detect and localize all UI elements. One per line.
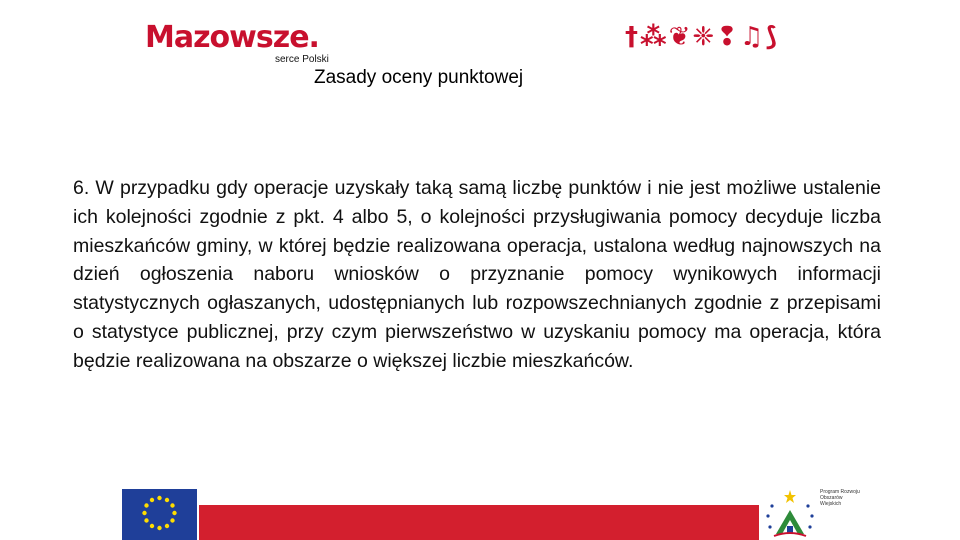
slide-body-text: 6. W przypadku gdy operacje uzyskały taką samą liczbę punktów i nie jest możliwe ustalenie ich kolejności zgodnie z pkt. 4 albo 5, o kolejności przysługiwania pomocy decyduje liczba mieszkańców gminy, w której będzie realizowana operacja, ustalona według najnowszych na dzień ogłoszenia naboru wniosków o przyznanie pomocy wynikowych informacji statystycznych ogłaszanych, udostępnianych lub rozpowszechnianych zgodnie z przepisami o statystyce publicznej, przy czym pierwszeństwo w uzyskaniu pomocy ma operacja, która będzie realizowana na obszarze o większej liczbie mieszkańców. (73, 177, 881, 372)
leader-logo-text: Program Rozwoju Obszarów Wiejskich (820, 489, 860, 507)
mazowsze-logo-subtitle: serce Polski (275, 54, 329, 65)
leader-logo-icon (760, 486, 820, 540)
eu-flag-icon (120, 487, 199, 540)
mazowsze-logo-text: Mazowsze. (145, 20, 319, 55)
mazowsze-logo (145, 20, 365, 70)
footer-red-band (199, 505, 759, 540)
slide-title: Zasady oceny punktowej (314, 67, 524, 88)
decorative-logo: †⁂❦❈❢♫⟆ (625, 22, 780, 52)
